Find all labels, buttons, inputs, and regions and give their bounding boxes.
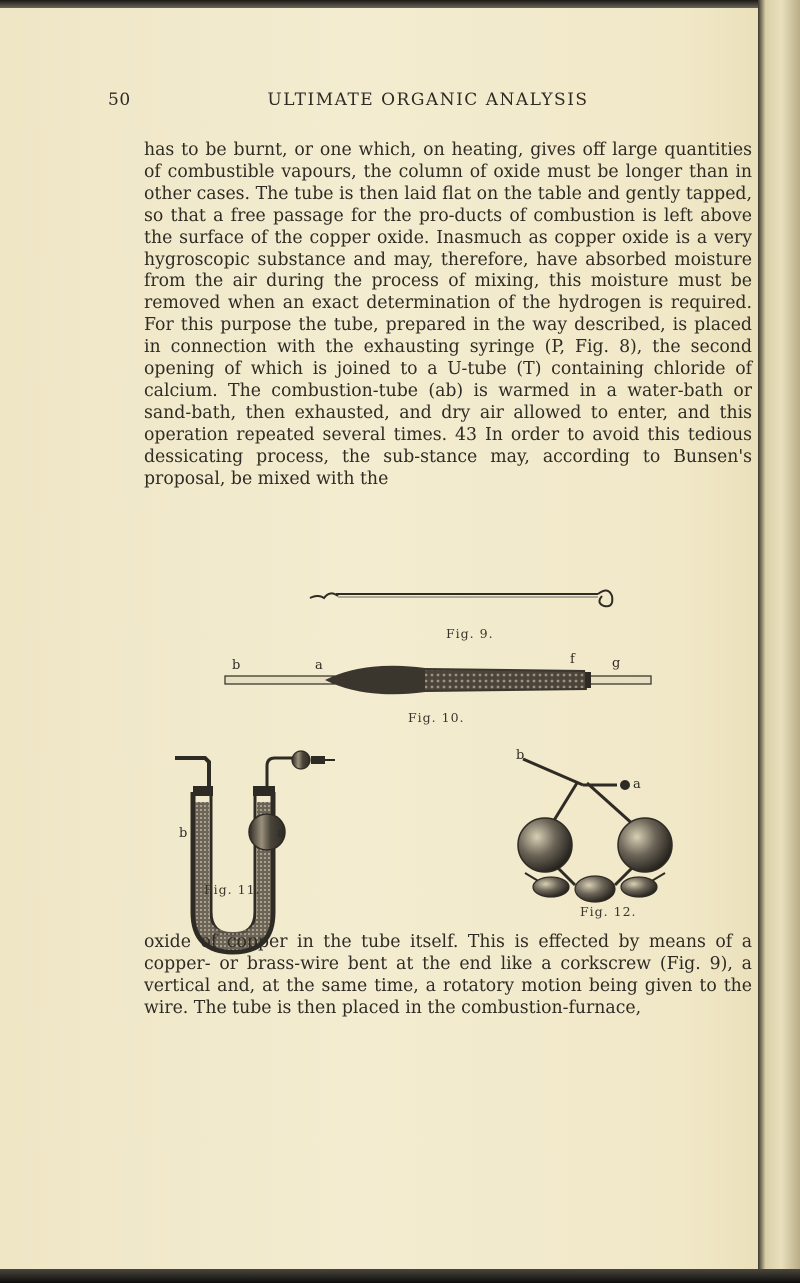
page-header: [108, 88, 748, 116]
fig11-u-tube-illustration: [175, 752, 335, 962]
body-paragraph-1: has to be burnt, or one which, on heating, gives off large quantities of combustible vapours, the column of oxide must be longer than in other cases. The tube is then laid flat on the table and gently tapped, so that a free passage for the pro-ducts of combustion is left above the surface of the copper oxide. Inasmuch as copper oxide is a very hygroscopic substance and may, therefore, have absorbed moisture from the air during the process of mixing, this moisture must be removed when an exact determination of the hydrogen is required. For this purpose the tube, prepared in the way described, is placed in connection with the exhausting syringe (P, Fig. 8), the second opening of which is joined to a U-tube (T) containing chloride of calcium. The combustion-tube (ab) is warmed in a water-bath or sand-bath, then exhausted, and dry air allowed to enter, and this operation repeated several times. 43 In order to avoid this tedious dessicating process, the sub-stance may, according to Bunsen's proposal, be mixed with the: [144, 140, 752, 489]
fig12-caption: Fig. 12.: [580, 904, 637, 919]
fig9-caption: Fig. 9.: [446, 626, 494, 641]
fig10-caption: Fig. 10.: [408, 710, 465, 725]
fig11-label-a: a: [277, 826, 285, 841]
page-number: 50: [108, 90, 131, 110]
running-title: ULTIMATE ORGANIC ANALYSIS: [267, 90, 589, 110]
body-paragraph-2: oxide of copper in the tube itself. This is effected by means of a copper- or brass-wire bent at the end like a corkscrew (Fig. 9), a vertical and, at the same time, a rotatory motion being given to the wire. The tube is then placed in the combustion-furnace,: [144, 932, 752, 1018]
fig12-bulb-apparatus-illustration: [505, 755, 695, 905]
fig10-label-f: f: [570, 652, 575, 667]
fig10-label-b: b: [232, 658, 241, 673]
fig11-caption: Fig. 11.: [204, 882, 261, 897]
fig12-label-b: b: [516, 748, 525, 763]
adjacent-page-edge: [758, 0, 800, 1283]
scan-top-edge: [0, 0, 800, 8]
fig10-label-a: a: [315, 658, 323, 673]
scan-bottom-edge: [0, 1269, 800, 1283]
fig9-corkscrew-wire-illustration: [310, 582, 630, 612]
fig10-combustion-tube-illustration: [225, 660, 655, 700]
fig12-label-a: a: [633, 777, 641, 792]
fig10-label-g: g: [612, 656, 621, 671]
fig11-label-b: b: [179, 826, 188, 841]
